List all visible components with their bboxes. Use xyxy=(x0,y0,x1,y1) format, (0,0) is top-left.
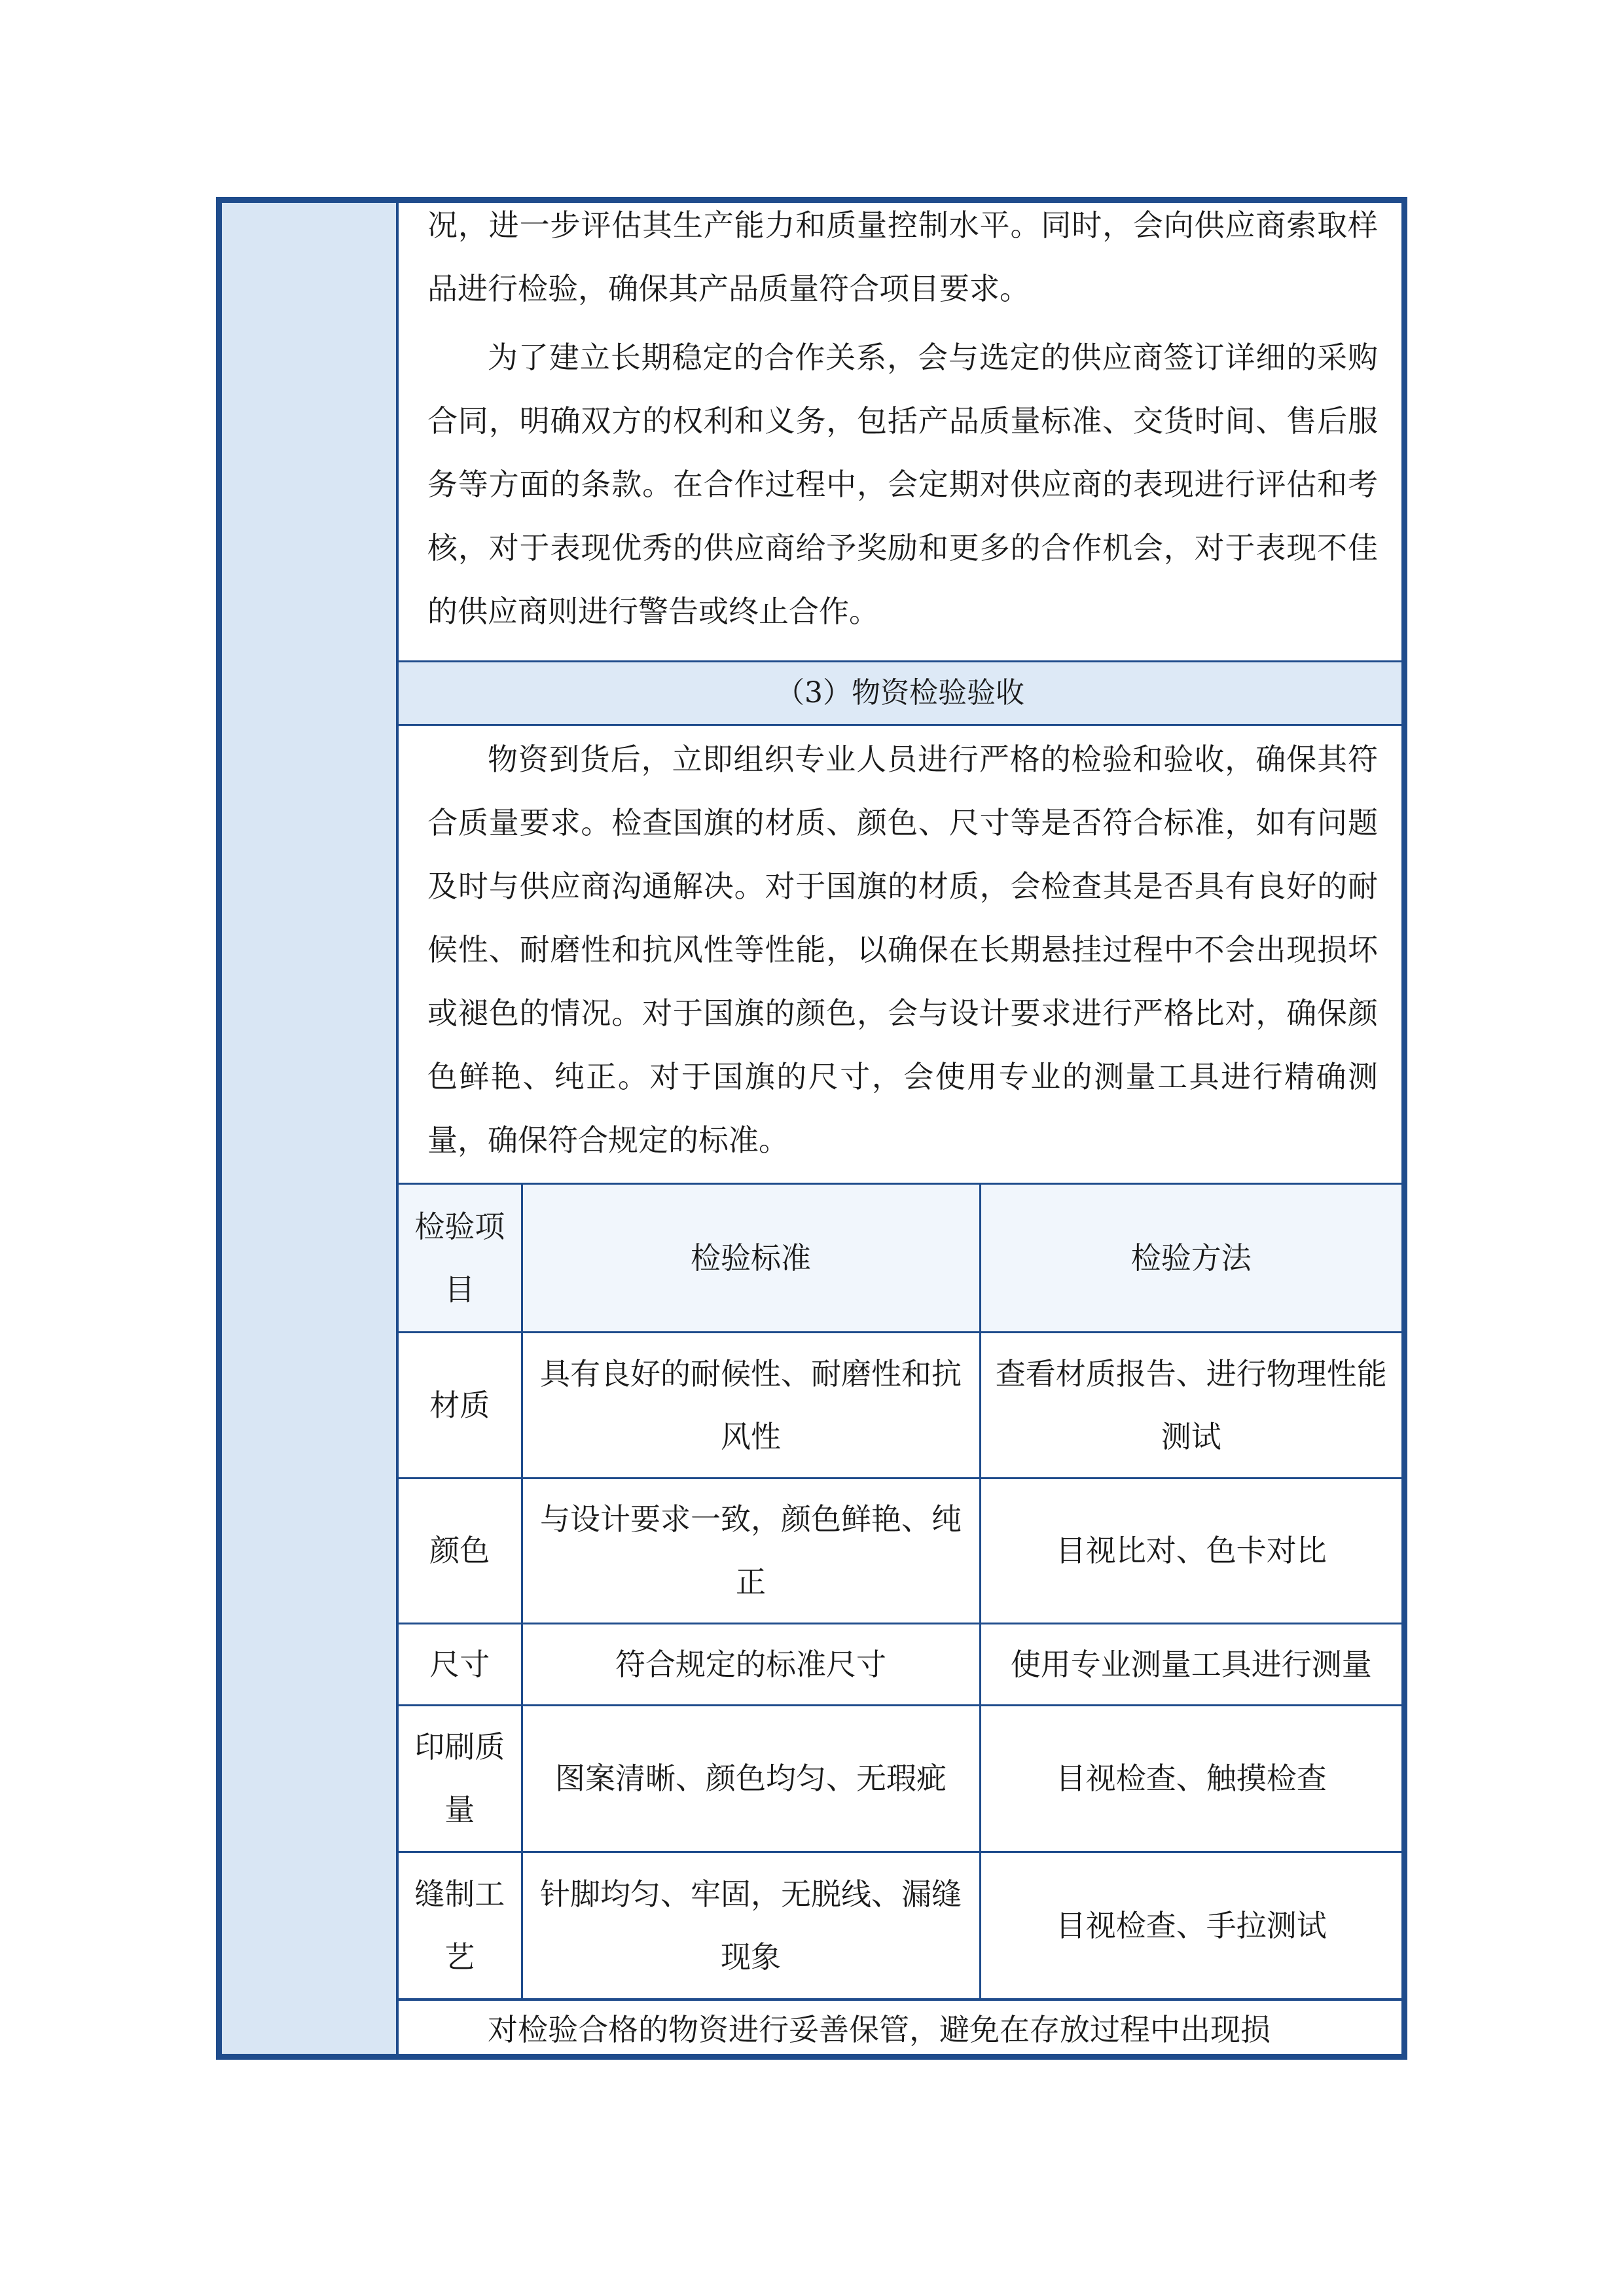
table-row xyxy=(399,1852,1401,2000)
paragraph-storage: 对检验合格的物资进行妥善保管，避免在存放过程中出现损 xyxy=(488,2012,1271,2047)
cell-item: 颜色 xyxy=(399,1478,522,1623)
table-row xyxy=(399,1623,1401,1705)
paragraph-continued: 况，进一步评估其生产能力和质量控制水平。同时，会向供应商索取样品进行检验，确保其产品质量符合项目要求。 xyxy=(427,207,1378,306)
cell-method: 使用专业测量工具进行测量 xyxy=(980,1623,1401,1705)
cell-item: 尺寸 xyxy=(399,1623,522,1705)
left-label-column xyxy=(222,203,399,2054)
cell-method: 目视检查、手拉测试 xyxy=(980,1852,1401,2000)
table-row xyxy=(399,1332,1401,1478)
header-method: 检验方法 xyxy=(980,1185,1401,1332)
cell-item: 印刷质量 xyxy=(399,1705,522,1852)
supplier-section xyxy=(399,203,1401,661)
paragraph-inspection: 物资到货后，立即组织专业人员进行严格的检验和验收，确保其符合质量要求。检查国旗的材质、颜色、尺寸等是否符合标准，如有问题及时与供应商沟通解决。对于国旗的材质，会检查其是否具有良好的耐候性、耐磨性和抗风性等性能，以确保在长期悬挂过程中不会出现损坏或褪色的情况。对于国旗的颜色，会与设计要求进行严格比对，确保颜色鲜艳、纯正。对于国旗的尺寸，会使用专业的测量工具进行精确测量，确保符合规定的标准。 xyxy=(427,742,1378,1158)
storage-section xyxy=(399,2000,1401,2060)
cell-standard: 图案清晰、颜色均匀、无瑕疵 xyxy=(522,1705,980,1852)
cell-standard: 针脚均匀、牢固，无脱线、漏缝现象 xyxy=(522,1852,980,2000)
cell-item: 材质 xyxy=(399,1332,522,1478)
section-heading: （3）物资检验验收 xyxy=(399,662,1401,724)
divider xyxy=(399,724,1401,726)
table-header-row xyxy=(399,1185,1401,1332)
header-standard: 检验标准 xyxy=(522,1185,980,1332)
inspection-table xyxy=(399,1185,1401,2000)
right-content-column xyxy=(399,203,1401,2054)
cell-standard: 与设计要求一致，颜色鲜艳、纯正 xyxy=(522,1478,980,1623)
cell-item: 缝制工艺 xyxy=(399,1852,522,2000)
table-row xyxy=(399,1705,1401,1852)
content-frame xyxy=(216,197,1407,2060)
table-row xyxy=(399,1478,1401,1623)
inspection-section xyxy=(399,726,1401,1183)
cell-standard: 具有良好的耐候性、耐磨性和抗风性 xyxy=(522,1332,980,1478)
cell-method: 目视检查、触摸检查 xyxy=(980,1705,1401,1852)
header-item: 检验项目 xyxy=(399,1185,522,1332)
paragraph-cooperation: 为了建立长期稳定的合作关系，会与选定的供应商签订详细的采购合同，明确双方的权利和义务，包括产品质量标准、交货时间、售后服务等方面的条款。在合作过程中，会定期对供应商的表现进行评估和考核，对于表现优秀的供应商给予奖励和更多的合作机会，对于表现不佳的供应商则进行警告或终止合作。 xyxy=(427,340,1378,629)
cell-method: 目视比对、色卡对比 xyxy=(980,1478,1401,1623)
cell-method: 查看材质报告、进行物理性能测试 xyxy=(980,1332,1401,1478)
cell-standard: 符合规定的标准尺寸 xyxy=(522,1623,980,1705)
